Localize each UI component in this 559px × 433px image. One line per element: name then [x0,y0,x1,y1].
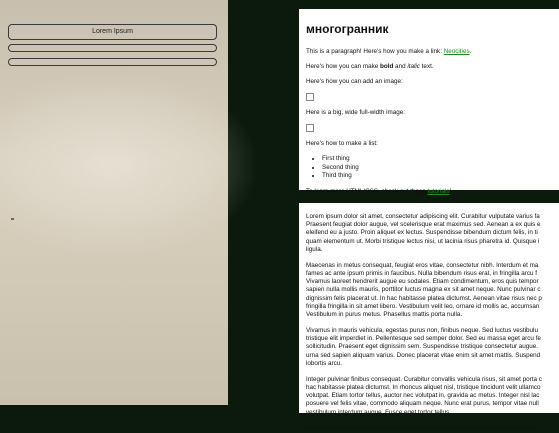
text-line: dignissim felis placerat ut. In hac habitasse platea dictumst. Aenean vitae risus nec p [306,294,542,302]
broken-image-icon [306,93,314,101]
text-line: tristique elit imperdiet in. Pellentesque sed semper dolor. Sed eu massa eget arcu fe [306,335,541,343]
italic-text: italic [407,62,420,70]
lorem-paragraph [306,376,552,417]
text-line: sollicitudin. Praesent eget dignissim sem. Suspendisse tristique consectetur augue. [306,343,539,351]
list-item: • Third thing [322,172,552,180]
p6-suffix: ! [449,187,452,195]
text-line: posuere vel felis vitae, commodo aliquam neque. Nunc erat purus, tempor vitae null [306,400,539,408]
sidebar [0,0,228,405]
broken-wide-image-icon [306,124,314,132]
list-item: • Second thing [322,164,552,172]
paragraph-image-intro: Here's how you can add an image: [306,77,403,85]
text-line: Vestibulum in purus metus. Phasellus mattis porta nulla. [306,310,463,318]
text-line: Integer pulvinar finibus consequat. Curabitur convallis vehicula risus, sit amet porta c [306,375,542,383]
neocities-link[interactable]: Neocities [443,47,470,55]
lorem-paragraph [306,213,552,254]
tutorials-link[interactable]: tutorials [427,187,450,195]
text-line: urna sed sapien aliquam varius. Donec placerat vitae enim sit amet mattis. Suspend [306,351,541,359]
lorem-ipsum-button[interactable]: Lorem Ipsum [8,24,217,40]
p2-text-a: Here's how you can make [306,62,381,70]
text-line: ligula. [306,245,323,253]
text-line: Vivamus laoreet hendrerit augue eu sodales. Etiam condimentum, eros quis tempor [306,278,539,286]
p1-text: This is a paragraph! Here's how you make a link: [306,47,444,55]
text-line: fames ac ante ipsum primis in faucibus. Nulla bibendum risus erat, in fringilla arcu f [306,270,537,278]
sidebar-button-empty-2[interactable] [8,58,217,66]
thing-list [306,155,552,180]
text-line: quam elementum ut. Morbi tristique lectus nisi, ut lacinia risus pharetra id. Quisque i [306,237,540,245]
text-line: eleifend eu a justo. Proin aliquet ex lectus. Suspendisse bibendum dictum felis, in ti [306,229,538,237]
content-card-lorem [299,203,559,432]
p6-text: To learn more HTML/CSS, check out these [306,187,428,195]
paragraph-wide-image-intro: Here is a big, wide full-width image: [306,109,406,117]
list-item: • First thing [322,155,552,163]
bold-text: bold [380,62,394,70]
text-line: vestibulum interdum augue. Fusce eget tortor tellus. [306,408,451,416]
text-line: volutpat. Etiam tortor tellus, auctor nec volutpat in, gravida ac metus. Integer nisl lac [306,392,540,400]
paragraph-list-intro: Here's how to make a list: [306,140,378,148]
lorem-paragraph [306,425,552,433]
paragraph-formatting [306,63,552,71]
p1-suffix: . [469,47,472,55]
text-line: sapien nulla mollis mauris, porttitor luctus magna ex sit amet neque. Nunc pulvinar c [306,286,541,294]
text-line: Lorem ipsum dolor sit amet, consectetur adipiscing elit. Curabitur vulputate varius fa [306,213,540,220]
text-line: hac habitasse platea dictumst. In rhoncus aliquet nisl, tristique tincidunt velit ullamco [306,384,541,392]
paragraph-link [306,48,552,56]
lorem-paragraph [306,327,552,368]
text-line: Vivamus in mauris vehicula, egestas purus non, finibus neque. Sed luctus vestibulu [306,327,538,335]
content-card-intro [299,9,559,195]
sidebar-button-empty-1[interactable] [8,44,217,52]
text-line: Praesent feugiat dolor augue, vel scelerisque erat maximus sed. Aenean a ex quis e [306,221,541,229]
paragraph-tutorials [306,188,552,196]
text-line: fringilla fringilla in sit amet libero. Vestibulum velit leo, ornare id mollis ac, accumsan [306,302,540,310]
lorem-paragraph [306,262,552,319]
text-line: lobortis arcu. [306,359,343,367]
page-title: многогранник [306,22,389,36]
decorative-mark [11,218,14,220]
p2-text-b: and [393,62,408,70]
text-line: Vestibulum malesuada molestie neque, varius mattis velit luctus sit amet. Praesent s [306,424,542,432]
p2-text-c: text. [419,62,434,70]
text-line: Maecenas in metus consequat, feugiat eros vitae, consectetur nibh. Interdum et ma [306,261,539,269]
